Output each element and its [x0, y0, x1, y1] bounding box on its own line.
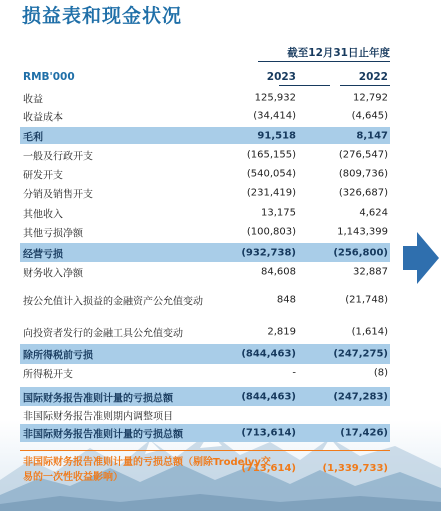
adjusted-loss-2022: (1,339,733)	[322, 463, 388, 474]
period-header: 截至12月31日止年度	[287, 47, 390, 59]
table-row	[20, 364, 390, 382]
row-value-2022: 1,143,399	[337, 226, 388, 238]
row-label: 经营亏损	[23, 249, 63, 260]
row-value-2022: 8,147	[356, 130, 388, 141]
row-value-2022: (256,800)	[333, 247, 388, 258]
table-row	[20, 243, 390, 262]
adjusted-loss-2023: (713,614)	[241, 463, 296, 474]
table-row	[20, 424, 390, 442]
row-label: 研发开支	[23, 170, 63, 181]
row-value-2022: (4,645)	[351, 110, 388, 122]
row-label: 收益成本	[23, 112, 63, 124]
row-label: 其他亏损净额	[23, 228, 83, 240]
table-row	[20, 203, 390, 222]
row-value-2022: (1,614)	[351, 326, 388, 338]
period-underline	[258, 61, 390, 62]
row-label: 毛利	[23, 132, 43, 143]
row-value-2022: 32,887	[353, 266, 388, 277]
year-2022-header: 2022	[358, 71, 388, 83]
row-value-2022: 12,792	[353, 92, 388, 104]
table-row	[20, 183, 390, 202]
row-value-2023: 125,932	[254, 92, 296, 104]
row-value-2023: 91,518	[257, 130, 296, 141]
year-2023-header: 2023	[266, 71, 296, 83]
next-arrow-icon	[403, 232, 439, 284]
table-row	[20, 320, 390, 344]
row-label: 一般及行政开支	[23, 151, 93, 162]
row-value-2023: 848	[276, 294, 296, 306]
row-value-2023: 2,819	[267, 326, 296, 338]
table-row	[20, 107, 390, 125]
row-value-2022: (326,687)	[338, 187, 388, 198]
row-value-2022: (247,283)	[333, 391, 388, 402]
row-value-2022: (17,426)	[340, 427, 388, 439]
currency-label: RMB'000	[23, 71, 75, 83]
row-value-2023: (231,419)	[246, 187, 296, 198]
row-label: 分销及销售开支	[23, 189, 93, 200]
year-2023-underline	[279, 85, 330, 86]
row-label: 除所得税前亏损	[23, 350, 93, 362]
row-label: 按公允值计入损益的金融资产公允值变动	[23, 296, 203, 308]
adjusted-loss-label: 非国际财务报告准则计量的亏损总额（剔除Trodelvy交易的一次性收益影响）	[23, 457, 271, 483]
row-value-2023: -	[292, 367, 296, 379]
row-value-2023: (165,155)	[246, 149, 296, 160]
row-value-2023: (34,414)	[253, 110, 296, 122]
adjusted-loss-row	[20, 452, 390, 488]
table-row	[20, 387, 390, 406]
row-value-2023: (932,738)	[241, 247, 296, 258]
row-label: 国际财务报告准则计量的亏损总额	[23, 393, 173, 404]
table-row	[20, 262, 390, 281]
column-header-row	[20, 68, 390, 86]
row-label: 向投资者发行的金融工具公允值变动	[23, 328, 183, 340]
row-value-2023: 13,175	[261, 207, 296, 218]
row-value-2023: (844,463)	[241, 348, 296, 360]
row-label: 收益	[23, 94, 43, 106]
row-value-2023: (713,614)	[241, 427, 296, 439]
row-value-2023: (100,803)	[246, 226, 296, 238]
row-value-2022: (276,547)	[338, 149, 388, 160]
year-2022-underline	[340, 85, 390, 86]
table-row	[20, 344, 390, 364]
table-row	[20, 222, 390, 242]
row-value-2023: (844,463)	[241, 391, 296, 402]
row-label: 其他收入	[23, 209, 63, 220]
row-value-2022: (247,275)	[333, 348, 388, 360]
table-row	[20, 127, 390, 144]
row-label: 财务收入净额	[23, 268, 83, 279]
row-label: 非国际财务报告准则期内调整项目	[23, 411, 173, 423]
row-value-2022: 4,624	[359, 207, 388, 218]
table-row	[20, 406, 390, 424]
row-label: 非国际财务报告准则计量的亏损总额	[23, 429, 183, 441]
table-row	[20, 89, 390, 107]
table-row	[20, 164, 390, 183]
table-row	[20, 288, 390, 312]
row-value-2022: (21,748)	[345, 294, 388, 306]
row-value-2023: 84,608	[261, 266, 296, 277]
row-value-2023: (540,054)	[246, 168, 296, 179]
row-label: 所得税开支	[23, 369, 73, 381]
page-title: 损益表和现金状况	[22, 5, 183, 27]
row-value-2022: (809,736)	[338, 168, 388, 179]
final-row-divider	[20, 450, 390, 451]
table-row	[20, 145, 390, 164]
row-value-2022: (8)	[373, 367, 388, 379]
